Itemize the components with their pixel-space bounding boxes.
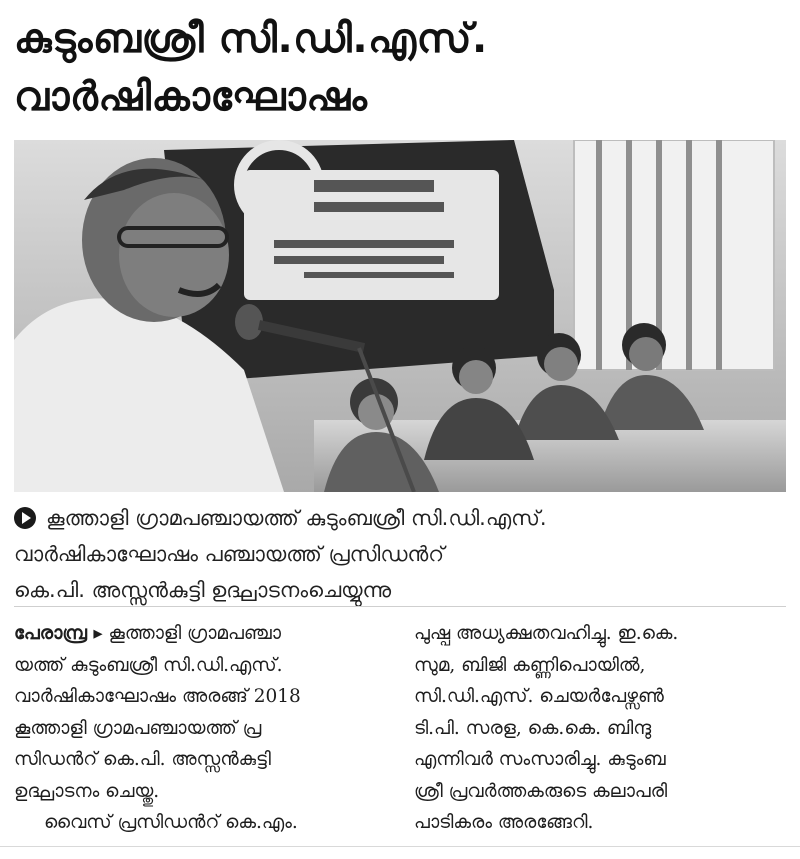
article-column-left [14, 618, 386, 839]
news-photo [14, 140, 786, 492]
article-line: യത്ത് കുടുംബശ്രീ സി.ഡി.എസ്. [14, 654, 283, 676]
photo-caption [14, 500, 786, 608]
caption-line-3: കെ.പി. അസ്സൻകുട്ടി ഉദ്ഘാടനംചെയ്യുന്നു [14, 578, 392, 602]
article-line: പുഷ്പ അധ്യക്ഷതവഹിച്ചു. ഇ.കെ. [414, 623, 679, 644]
dateline: പേരാമ്പ്ര ▸ [14, 623, 103, 644]
caption-line-1: കൂത്താളി ഗ്രാമപഞ്ചായത്ത് കുടുംബശ്രീ സി.ഡി.എസ്. [46, 506, 547, 530]
article-line: എന്നിവർ സംസാരിച്ചു. കുടുംബ [414, 749, 666, 770]
article-line: ഉദ്ഘാടനം ചെയ്തു. [14, 780, 160, 802]
article-line: സി.ഡി.എസ്. ചെയർപേഴ്സൺ [414, 686, 664, 707]
article-line: സുമ, ബിജി കണ്ണിപൊയിൽ, [414, 654, 646, 676]
article-line: ടി.പി. സരള, കെ.കെ. ബിന്ദു [414, 717, 652, 739]
article-line: സിഡൻറ് കെ.പി. അസ്സൻകുട്ടി [14, 749, 271, 770]
caption-line-2: വാർഷികാഘോഷം പഞ്ചായത്ത് പ്രസിഡൻറ് [14, 542, 445, 566]
play-circle-icon [14, 507, 36, 529]
headline-line-2: വാർഷികാഘോഷം [14, 74, 368, 120]
photo-illustration [14, 140, 786, 492]
page-bottom-rule [0, 846, 800, 847]
article-line: പാടികരം അരങ്ങേറി. [414, 812, 594, 833]
article-line: വൈസ് പ്രസിഡൻറ് കെ.എം. [44, 812, 298, 833]
headline-line-1: കുടുംബശ്രീ സി.ഡി.എസ്. [14, 16, 488, 62]
article-line: കൂത്താളി ഗ്രാമപഞ്ചായത്ത് പ്ര [14, 717, 262, 739]
headline [14, 10, 794, 126]
article-line: വാർഷികാഘോഷം അരങ്ങ് 2018 [14, 686, 301, 707]
caption-divider [14, 606, 786, 607]
article-line: ശ്രീ പ്രവർത്തകരുടെ കലാപരി [414, 780, 668, 802]
article-column-right [414, 618, 786, 839]
article-line: കൂത്താളി ഗ്രാമപഞ്ചാ [108, 623, 282, 644]
